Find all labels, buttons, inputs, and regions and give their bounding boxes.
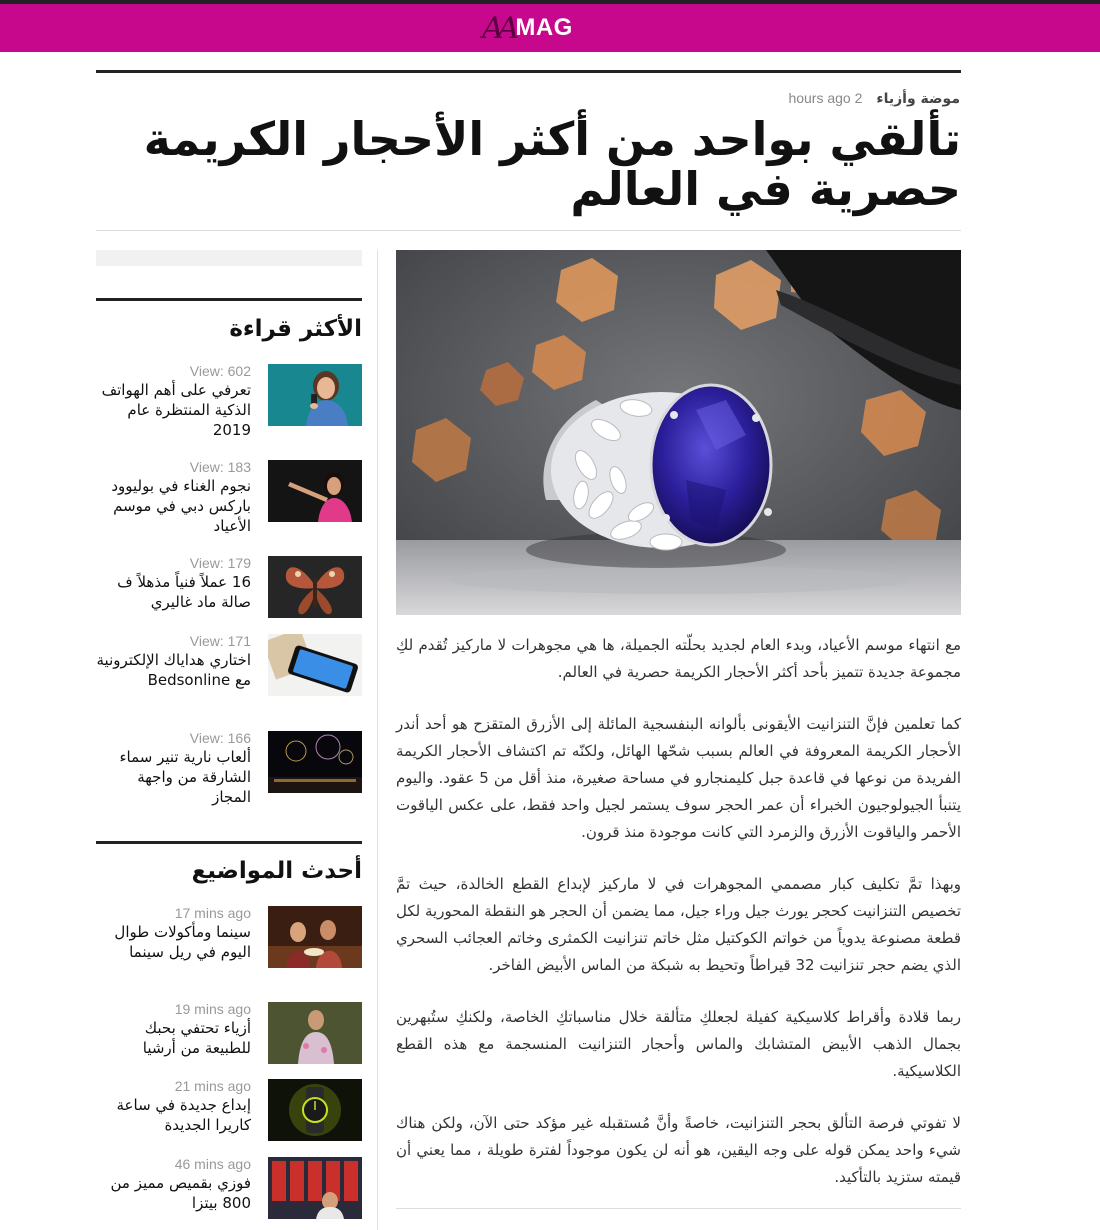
- latest-item[interactable]: [96, 1077, 362, 1167]
- article-thumbnail[interactable]: [268, 634, 362, 696]
- latest-item[interactable]: [96, 904, 362, 994]
- article-thumbnail[interactable]: [268, 460, 362, 522]
- time-ago: 19 mins ago: [174, 1001, 251, 1017]
- article-hero-image: [396, 250, 961, 615]
- article-thumbnail[interactable]: [268, 906, 362, 968]
- article-thumbnail[interactable]: [268, 556, 362, 618]
- most-read-item[interactable]: [96, 729, 362, 819]
- view-count: View: 166: [189, 730, 251, 746]
- item-title[interactable]: 16 عملاً فنياً مذهلاً ف صالة ماد غاليري: [117, 573, 251, 611]
- article-thumbnail[interactable]: [268, 1079, 362, 1141]
- time-ago: 46 mins ago: [174, 1156, 251, 1172]
- most-read-rule: [96, 298, 362, 301]
- item-title[interactable]: أزياء تحتفي بحبك للطبيعة من أرشيا: [142, 1019, 251, 1057]
- article-category[interactable]: موضة وأزياء: [876, 91, 960, 107]
- article-paragraph: ربما قلادة وأقراط كلاسيكية كفيلة لجعلكِ متألقة خلال مناسباتكِ الخاصة، ولكنكِ ستُبهرين بجمال الذهب الأبيض المتشابك والماس وأحجار التنزانيت المنسجمة مع هذه القطع الكلاسيكية.: [396, 1008, 961, 1080]
- article-thumbnail[interactable]: [268, 364, 362, 426]
- view-count: View: 179: [189, 555, 251, 571]
- logo-text: MAG: [515, 14, 573, 41]
- site-header: [0, 4, 1100, 52]
- latest-rule: [96, 841, 362, 844]
- item-title[interactable]: تعرفي على أهم الهواتف الذكية المنتظرة عام 2019: [101, 381, 251, 439]
- most-read-title: الأكثر قراءة: [229, 316, 362, 342]
- article-thumbnail[interactable]: [268, 1002, 362, 1064]
- time-ago: 17 mins ago: [174, 905, 251, 921]
- article-paragraph: كما تعلمين فإنَّ التنزانيت الأيقونى بألوانه البنفسجية المائلة إلى الأزرق المتقزح هو أحد أندر الأحجار الكريمة المعروفة في العالم بسبب شحّها الهائل، ولكنّه تم اكتشاف الأحجار الكريمة الفريدة من نوعها في قاعدة جبل كليمنجارو في مساحة صغيرة، منذ أقل من 5 عقود. واليوم يتنبأ الجيولوجيون الخبراء أن عمر الحجر سوف يستمر لجيل واحد فقط، على عكس الياقوت الأحمر والياقوت الأزرق والزمرد التي كانت موجودة منذ قرون.: [396, 715, 961, 841]
- latest-item[interactable]: [96, 1155, 362, 1230]
- article-paragraph: وبهذا تمَّ تكليف كبار مصممي المجوهرات في لا ماركيز لإبداع القطع الخالدة، حيث تمَّ تخصيص التنزانيت كحجر يورث جيل وراء جيل، مما يضمن أن الحجر هو النقطة المحورية لكل قطعة مصنوعة يدوياً من خواتم الكوكتيل مثل خاتم تنزانيت الكمثرى وخاتم العجائب السحري الذي يضم حجر تنزانيت 32 قيراطاً وتحيط به شبكة من الماس الأبيض الفاخر.: [396, 875, 961, 974]
- view-count: View: 183: [189, 459, 251, 475]
- latest-title: أحدث المواضيع: [191, 858, 362, 884]
- item-title[interactable]: اختاري هداياك الإلكترونية مع Bedsonline: [96, 651, 251, 689]
- logo-script: AA: [482, 10, 514, 46]
- column-divider: [377, 250, 378, 1230]
- view-count: View: 602: [189, 363, 251, 379]
- item-title[interactable]: سينما ومأكولات طوال اليوم في ريل سينما: [114, 923, 251, 961]
- item-title[interactable]: نجوم الغناء في بوليوود باركس دبي في موسم الأعياد: [111, 477, 251, 535]
- article-paragraph: مع انتهاء موسم الأعياد، وبدء العام لجديد بحلّته الجميلة، ها هي مجوهرات لا ماركيز تُقدم لكِ مجموعة جديدة تتميز بأحد أكثر الأحجار الكريمة حصرية في العالم.: [396, 636, 961, 681]
- title-divider: [96, 230, 961, 231]
- article-time: 2 hours ago: [788, 90, 863, 106]
- site-logo[interactable]: [482, 8, 573, 48]
- article-meta: [788, 90, 960, 107]
- item-title[interactable]: إبداع جديدة في ساعة كاريرا الجديدة: [116, 1096, 251, 1134]
- item-title[interactable]: ألعاب نارية تنير سماء الشارقة من واجهة المجاز: [119, 748, 251, 806]
- article-paragraph: لا تفوتي فرصة التألق بحجر التنزانيت، خاصةً وأنَّ مُستقبله غير مؤكد حتى الآن، ولكن هناك شيء واحد يمكن قوله على وجه اليقين، هو أنه لن يكون موجوداً لفترة طويلة ، مما يعني أن قيمته ستزيد بالتأكيد.: [396, 1114, 961, 1186]
- most-read-item[interactable]: [96, 554, 362, 644]
- article-top-rule: [96, 70, 961, 73]
- most-read-item[interactable]: [96, 362, 362, 452]
- article-title: تألقي بواحد من أكثر الأحجار الكريمة حصرية في العالم: [143, 112, 961, 216]
- most-read-item[interactable]: [96, 458, 362, 548]
- most-read-item[interactable]: [96, 632, 362, 722]
- article-thumbnail[interactable]: [268, 1157, 362, 1219]
- article-end-rule: [396, 1208, 961, 1209]
- article-body: [396, 632, 961, 1216]
- item-title[interactable]: فوزي بقميص مميز من 800 بيتزا: [110, 1174, 251, 1212]
- view-count: View: 171: [189, 633, 251, 649]
- article-thumbnail[interactable]: [268, 731, 362, 793]
- time-ago: 21 mins ago: [174, 1078, 251, 1094]
- sidebar-ad-placeholder: [96, 250, 362, 266]
